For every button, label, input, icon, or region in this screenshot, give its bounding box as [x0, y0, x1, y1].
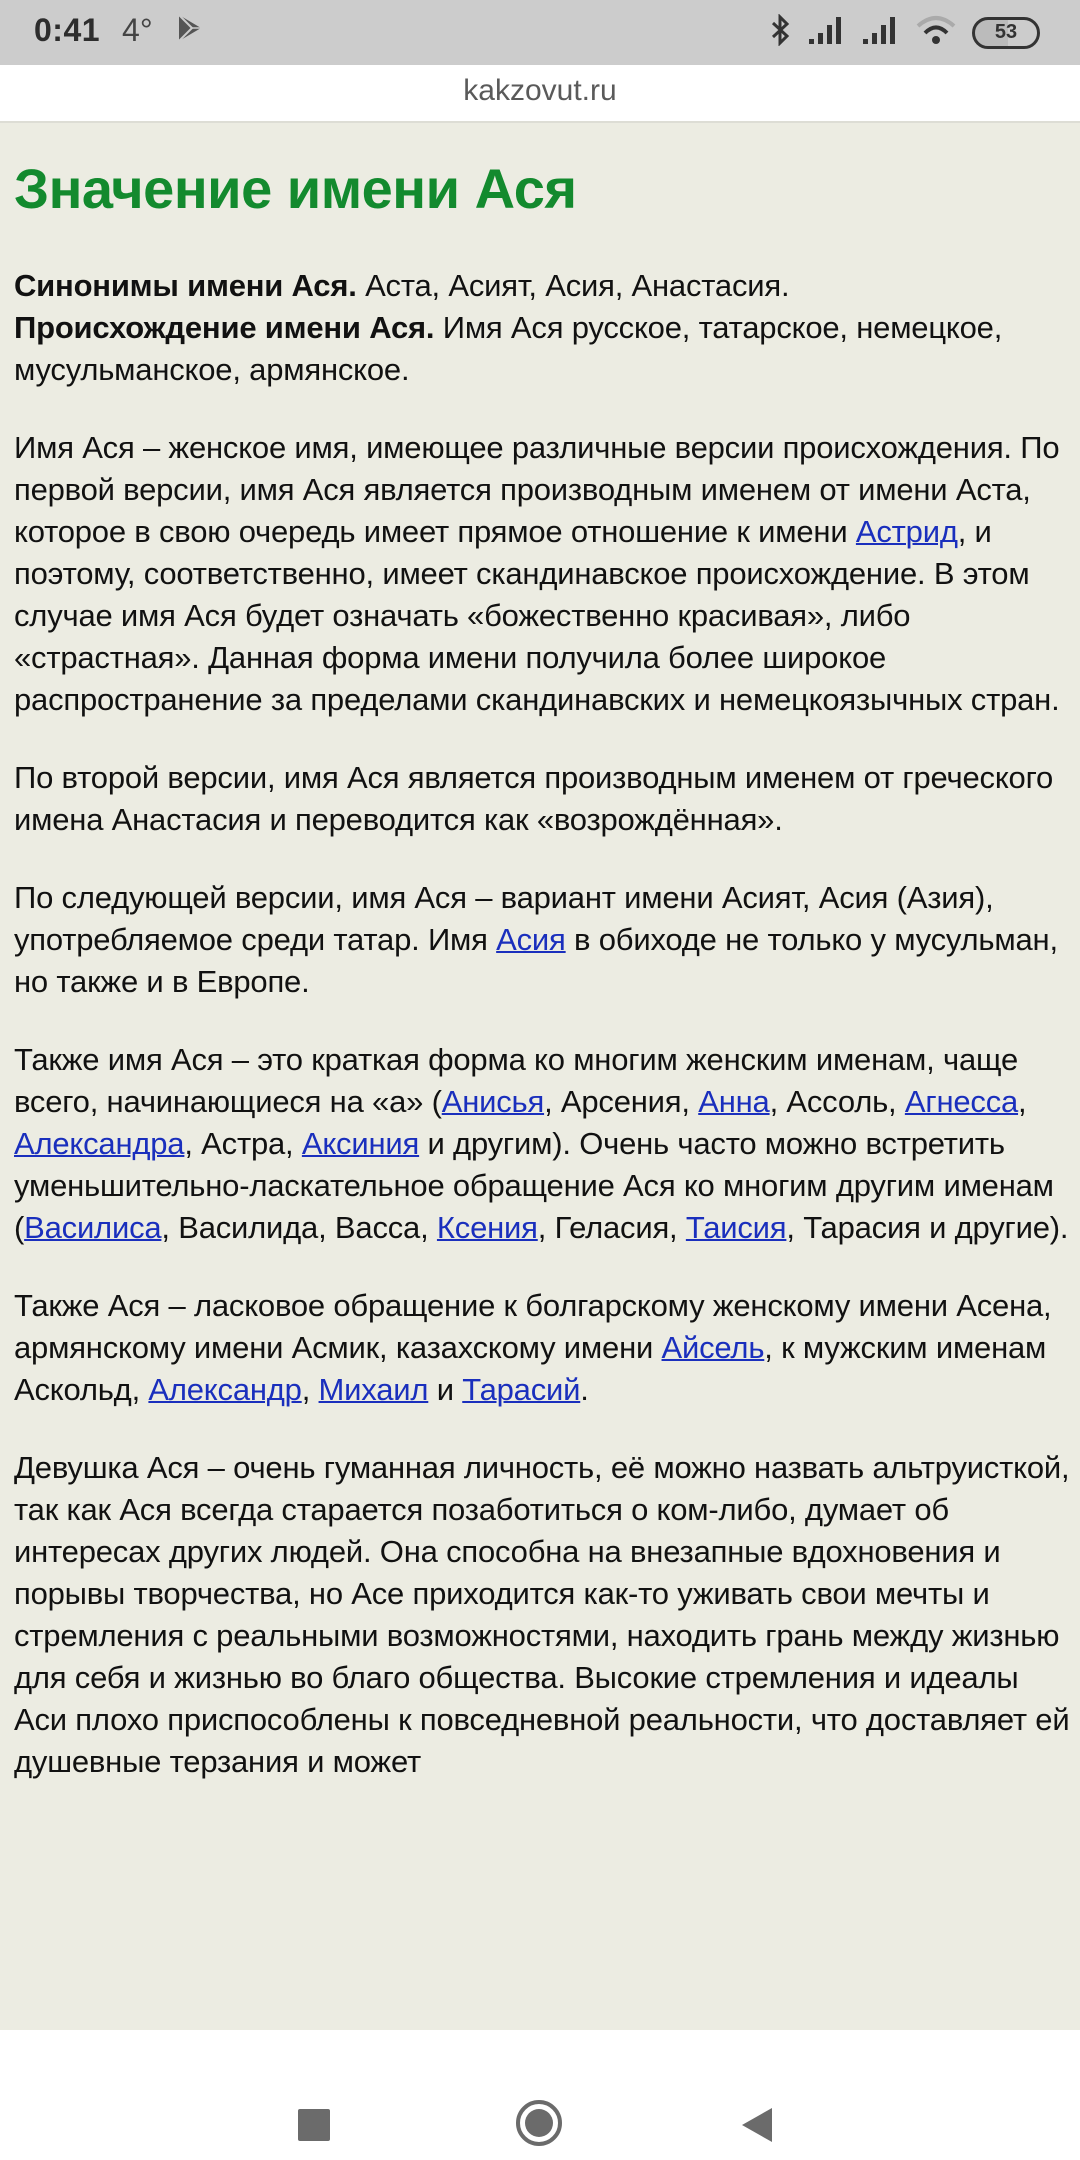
origin-label: Происхождение имени Ася.	[14, 310, 435, 345]
paragraph: Имя Ася – женское имя, имеющее различные версии происхождения. По первой версии, имя Ася является производным именем от имени Аста, которое в свою очередь имеет прямое отношение к имени Астрид, и поэтому, соответственно, имеет скандинавское происхождение. В этом случае имя Ася будет означать «божественно красивая», либо «страстная». Данная форма имени получила более широкое распространение за пределами скандинавских и немецкоязычных стран.	[14, 430, 1060, 717]
synonyms-label: Синонимы имени Ася.	[14, 268, 357, 303]
link-vasilisa[interactable]: Василиса	[24, 1210, 162, 1245]
link-astrid[interactable]: Астрид	[855, 514, 958, 549]
link-asiya[interactable]: Асия	[496, 922, 566, 957]
name-summary	[14, 265, 1070, 391]
bluetooth-icon	[770, 14, 792, 51]
back-button[interactable]	[742, 2108, 772, 2142]
link-taisiya[interactable]: Таисия	[685, 1210, 787, 1245]
signal-icon	[808, 15, 846, 50]
navigation-bar	[0, 2030, 1080, 2160]
page-title: Значение имени Ася	[14, 157, 577, 220]
synonyms-text: Аста, Асият, Асия, Анастасия.	[356, 268, 790, 303]
paragraph: Также имя Ася – это краткая форма ко многим женским именам, чаще всего, начинающиеся на «а» (Анисья, Арсения, Анна, Ассоль, Агнесса, Александра, Астра, Аксиния и другим). Очень часто можно встретить уменьшительно-ласкательное обращение Ася ко многим другим именам (Василиса, Василида, Васса, Ксения, Геласия, Таисия, Тарасия и другие).	[14, 1042, 1069, 1245]
link-kseniya[interactable]: Ксения	[436, 1210, 538, 1245]
play-store-icon	[175, 13, 205, 48]
recent-apps-button[interactable]	[298, 2109, 330, 2141]
signal-icon	[862, 15, 900, 50]
link-anisya[interactable]: Анисья	[441, 1084, 545, 1119]
paragraph: По второй версии, имя Ася является производным именем от греческого имена Анастасия и переводится как «возрождённая».	[14, 760, 1054, 837]
link-aleksandr[interactable]: Александр	[148, 1372, 302, 1407]
link-mikhail[interactable]: Михаил	[318, 1372, 429, 1407]
article	[14, 123, 1070, 1819]
url-bar[interactable]	[0, 65, 1080, 123]
link-aysel[interactable]: Айсель	[661, 1330, 765, 1365]
link-aksiniya[interactable]: Аксиния	[301, 1126, 420, 1161]
paragraph: Также Ася – ласковое обращение к болгарскому женскому имени Асена, армянскому имени Асмик, казахскому имени Айсель, к мужским именам Аскольд, Александр, Михаил и Тарасий.	[14, 1288, 1052, 1407]
paragraph: По следующей версии, имя Ася – вариант имени Асият, Асия (Азия), употребляемое среди татар. Имя Асия в обиходе не только у мусульман, но также и в Европе.	[14, 880, 1058, 999]
battery-icon	[972, 17, 1040, 49]
battery-level: 53	[994, 21, 1018, 43]
paragraph: Девушка Ася – очень гуманная личность, её можно назвать альтруисткой, так как Ася всегда старается позаботиться о ком-либо, думает об интересах других людей. Она способна на внезапные вдохновения и порывы творчества, но Асе приходится как-то уживать свои мечты и стремления с реальными возможностями, находить грань между жизнью для себя и жизнью во благо общества. Высокие стремления и идеалы Аси плохо приспособлены к повседневной реальности, что доставляет ей душевные терзания и может	[14, 1450, 1070, 1779]
link-anna[interactable]: Анна	[698, 1084, 770, 1119]
link-tarasiy[interactable]: Тарасий	[462, 1372, 581, 1407]
temperature: 4°	[122, 12, 153, 48]
link-aleksandra[interactable]: Александра	[14, 1126, 185, 1161]
url-text[interactable]: kakzovut.ru	[463, 74, 617, 107]
status-bar	[0, 0, 1080, 65]
clock: 0:41	[34, 12, 101, 48]
wifi-icon	[916, 14, 956, 51]
home-button[interactable]	[516, 2100, 562, 2146]
origin-text: Имя Ася русское, татарское, немецкое, мусульманское, армянское.	[14, 310, 1003, 387]
link-agnessa[interactable]: Агнесса	[904, 1084, 1019, 1119]
